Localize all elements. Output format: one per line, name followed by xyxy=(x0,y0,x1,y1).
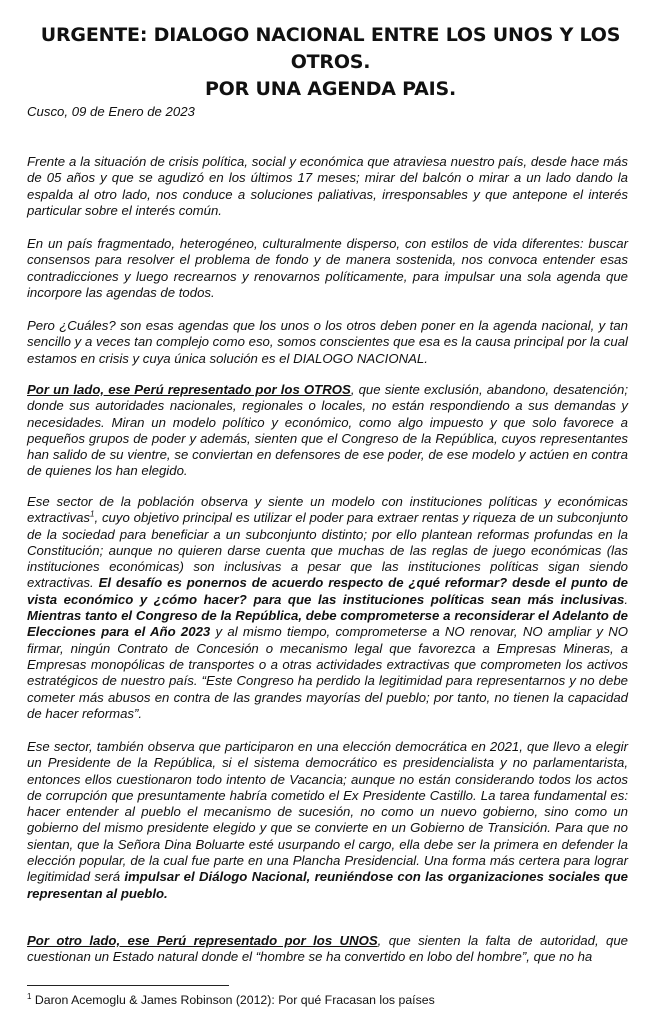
paragraph-5-text-a: Ese sector de la población observa y siente un modelo con instituciones políticas y económicas extractivas xyxy=(27,494,628,526)
paragraph-6 xyxy=(27,739,628,902)
paragraph-4-lead: Por un lado, ese Perú representado por los OTROS xyxy=(27,382,351,397)
footnote-divider xyxy=(27,985,229,986)
paragraph-2: En un país fragmentado, heterogéneo, culturalmente disperso, con estilos de vida diferentes: buscar consensos para resolver el problema de fondo y de manera sostenida, nos convoca entender esas contradicciones y luego recrearnos y renovarnos políticamente, para impulsar una sola agenda que incorpore las agendas de todos. xyxy=(27,236,628,300)
title-line-1: URGENTE: DIALOGO NACIONAL ENTRE LOS UNOS Y LOS OTROS. xyxy=(40,24,621,73)
title-line-2: POR UNA AGENDA PAIS. xyxy=(204,78,457,100)
paragraph-5-bold-2: Mientras tanto el Congreso de la República, debe comprometerse a reconsiderar el Adelanto de Elecciones para el Año 2023 xyxy=(27,608,628,640)
document-title xyxy=(20,22,641,103)
paragraph-5-text-b: , cuyo objetivo principal es utilizar el poder para extraer rentas y riqueza de un subconjunto de la sociedad para beneficiar a un subconjunto distinto; por ello plantean reformas profundas en la Constitución; aunque no quieren darse cuenta que muchas de las reglas de juego económicas (las instituciones económicas) son inclusivas a pesar que las instituciones políticas sigan siendo extractivas. xyxy=(27,510,628,591)
footnote-reference: 1 xyxy=(90,509,95,519)
footnote-text: Daron Acemoglu & James Robinson (2012): Por qué Fracasan los países xyxy=(31,993,435,1007)
paragraph-3: Pero ¿Cuáles? son esas agendas que los unos o los otros deben poner en la agenda nacional, y tan sencillo y a veces tan complejo como eso, somos conscientes que esa es la causa principal por la cual estamos en crisis y cuya única solución es el DIALOGO NACIONAL. xyxy=(27,318,628,366)
paragraph-6-text: Ese sector, también observa que participaron en una elección democrática en 2021, que llevo a elegir un Presidente de la República, si el sistema democrático es presidencialista y no parlamentarista, entonces ellos cuestionaron todo intento de Vacancia; aunque no están considerando todos los actos de corrupción que presuntamente habría cometido el Ex Presidente Castillo. La tarea fundamental es: hacer entender al pueblo el mecanismo de sucesión, no como un nuevo gobierno, sino como un gobierno del mismo presidente elegido y que se convierte en un Gobierno de Transición. Para que no sientan, que la Señora Dina Boluarte esté usurpando el cargo, ella debe ser la primera en defender la elección popular, de la cual fue parte en una Plancha Presidencial. Una forma más certera para lograr legitimidad será xyxy=(27,739,628,885)
paragraph-5 xyxy=(27,494,628,722)
paragraph-4-text: , que siente exclusión, abandono, desatención; donde sus autoridades nacionales, regionales o locales, no están respondiendo a sus demandas y necesidades. Miran un modelo político y económico, como algo impuesto y que solo favorece a pequeños grupos de poder y además, sienten que el Congreso de la República, cuyos representantes han salido de su vientre, se conviertan en defensores de ese poder, de ese modelo y actúen en contra de quienes los han elegido. xyxy=(27,382,628,479)
paragraph-5-text-c: . xyxy=(624,591,628,607)
paragraph-1: Frente a la situación de crisis política, social y económica que atraviesa nuestro país, desde hace más de 05 años y que se agudizó en los últimos 17 meses; mirar del balcón o mirar a un lado dando la espalda al otro lado, nos conduce a soluciones paliativas, irresponsables y que antepone el interés particular sobre el interés común. xyxy=(27,154,628,218)
paragraph-5-bold-1: El desafío es ponernos de acuerdo respecto de ¿qué reformar? desde el punto de vista económico y ¿cómo hacer? para que las instituciones políticas sean más inclusivas xyxy=(27,575,629,607)
paragraph-4 xyxy=(27,382,628,480)
document-date: Cusco, 09 de Enero de 2023 xyxy=(27,104,195,119)
paragraph-5-text-d: y al mismo tiempo, comprometerse a NO renovar, NO ampliar y NO firmar, ningún Contrato de Concesión o mecanismo legal que favorezca a Empresas Mineras, a Empresas monopólicas de transportes o a otras actividades extractivas que comprometen los activos estratégicos de nuestro país. “Este Congreso ha perdido la legitimidad para representarnos y no debe cometer más abusos en contra de las grandes mayorías del pueblo; por tanto, no tienen la capacidad de hacer reformas”. xyxy=(27,624,629,721)
paragraph-7-lead: Por otro lado, ese Perú representado por los UNOS xyxy=(27,933,378,948)
paragraph-6-bold: impulsar el Diálogo Nacional, reuniéndose con las organizaciones sociales que representan al pueblo. xyxy=(27,869,629,901)
paragraph-7 xyxy=(27,933,628,966)
footnote xyxy=(27,993,435,1007)
footnote-number: 1 xyxy=(27,991,32,1001)
paragraph-7-text: , que sienten la falta de autoridad, que cuestionan un Estado natural donde el “hombre se ha convertido en lobo del hombre”, que no ha xyxy=(27,933,628,965)
